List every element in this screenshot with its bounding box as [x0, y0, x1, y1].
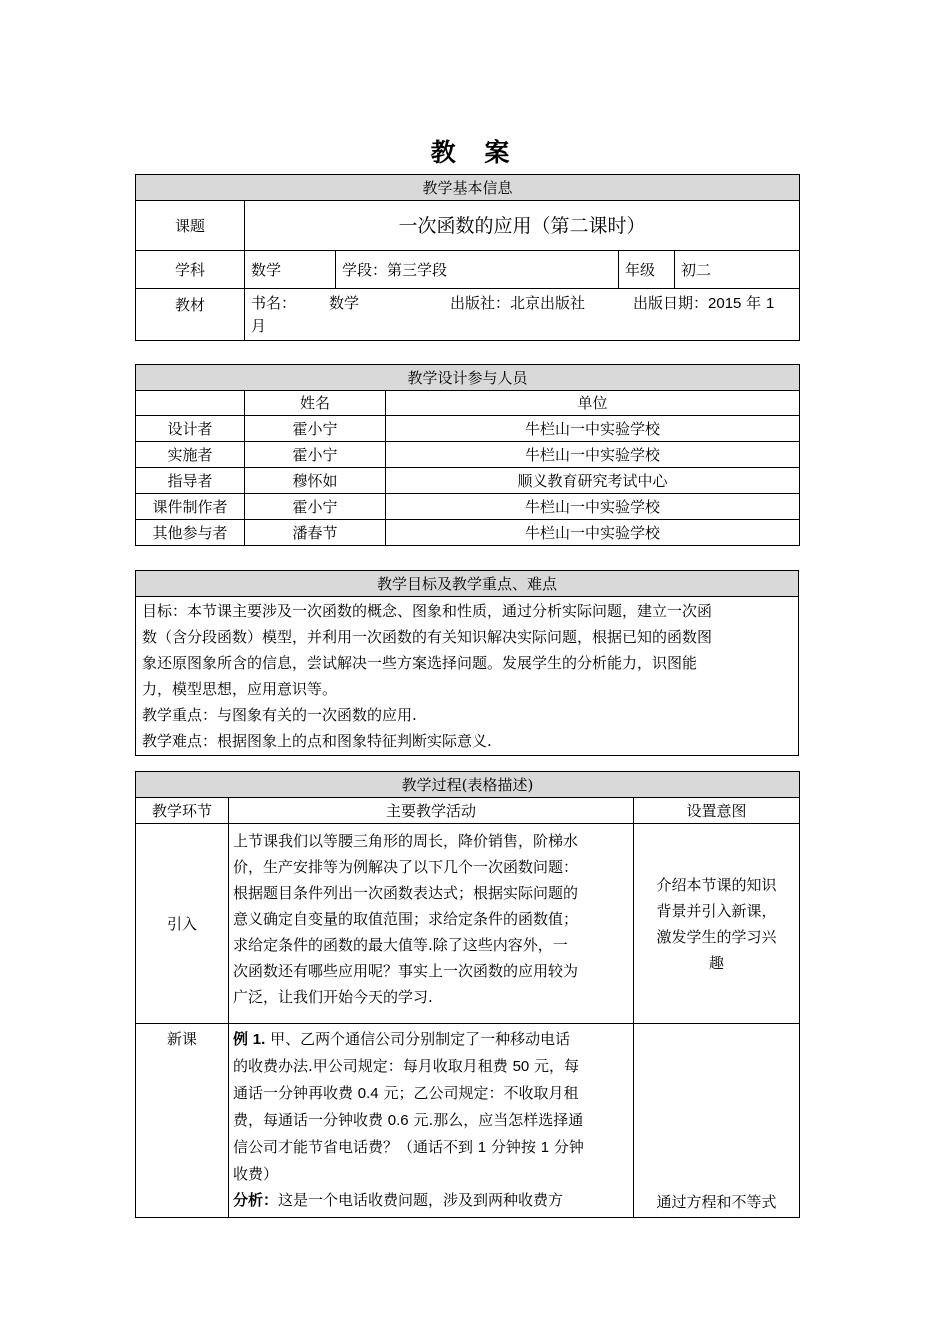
book-name: 数学	[329, 294, 360, 312]
goal-line: 数（含分段函数）模型，并利用一次函数的有关知识解决实际问题，根据已知的函数图	[142, 628, 713, 646]
staff-role: 指导者	[136, 468, 245, 494]
table-row	[136, 494, 800, 520]
intro-line: 上节课我们以等腰三角形的周长，降价销售，阶梯水	[233, 832, 579, 850]
pub-date: 出版日期：2015 年 1	[633, 294, 775, 312]
new-intent: 通过方程和不等式	[634, 1024, 800, 1218]
pub-date-month-unit: 月	[251, 317, 267, 335]
staff-role: 其他参与者	[136, 520, 245, 546]
staff-unit: 牛栏山一中实验学校	[386, 494, 800, 520]
new-stage: 新课	[136, 1024, 229, 1218]
intro-intent: 介绍本节课的知识 背景并引入新课， 激发学生的学习兴 趣	[634, 824, 800, 1024]
staff-corner	[136, 391, 245, 416]
staff-unit: 顺义教育研究考试中心	[386, 468, 800, 494]
staff-unit: 牛栏山一中实验学校	[386, 442, 800, 468]
basic-info-table	[135, 174, 800, 341]
intro-line: 次函数还有哪些应用呢？事实上一次函数的应用较为	[233, 962, 579, 980]
grade-value: 初二	[675, 251, 800, 289]
example-line: 收费）	[233, 1165, 279, 1183]
table-row	[136, 520, 800, 546]
example-line: 的收费办法.甲公司规定：每月收取月租费 50 元，每	[233, 1057, 580, 1075]
process-table	[135, 771, 800, 1218]
example-line: 例 1. 甲、乙两个通信公司分别制定了一种移动电话	[233, 1030, 571, 1048]
key-point: 教学重点：与图象有关的一次函数的应用.	[142, 706, 417, 724]
topic-value: 一次函数的应用（第二课时）	[245, 201, 800, 251]
stage-value: 学段：第三学段	[336, 251, 619, 289]
table-row	[136, 416, 800, 442]
topic-label: 课题	[136, 201, 245, 251]
table-row	[136, 442, 800, 468]
intro-stage: 引入	[136, 824, 229, 1024]
subject-label: 学科	[136, 251, 245, 289]
analysis-line: 分析：这是一个电话收费问题，涉及到两种收费方	[233, 1191, 564, 1209]
staff-name: 霍小宁	[245, 442, 386, 468]
textbook-label: 教材	[136, 289, 245, 341]
example-line: 通话一分钟再收费 0.4 元；乙公司规定：不收取月租	[233, 1084, 579, 1102]
document-title: 教 案	[430, 138, 520, 167]
goal-line: 象还原图象所含的信息，尝试解决一些方案选择问题。发展学生的分析能力，识图能	[142, 654, 698, 672]
goal-line: 力，模型思想，应用意识等。	[142, 680, 338, 698]
staff-role: 实施者	[136, 442, 245, 468]
staff-col-unit: 单位	[386, 391, 800, 416]
grade-label: 年级	[619, 251, 675, 289]
intro-line: 根据题目条件列出一次函数表达式；根据实际问题的	[233, 884, 579, 902]
goals-table	[135, 570, 799, 756]
subject-value: 数学	[245, 251, 336, 289]
staff-name: 霍小宁	[245, 494, 386, 520]
example-line: 信公司才能节省电话费？（通话不到 1 分钟按 1 分钟	[233, 1138, 584, 1156]
staff-unit: 牛栏山一中实验学校	[386, 416, 800, 442]
goals-content	[136, 597, 799, 756]
staff-role: 课件制作者	[136, 494, 245, 520]
staff-unit: 牛栏山一中实验学校	[386, 520, 800, 546]
intro-line: 广泛，让我们开始今天的学习.	[233, 988, 433, 1006]
process-header: 教学过程(表格描述)	[136, 772, 800, 798]
staff-name: 潘春节	[245, 520, 386, 546]
goals-header: 教学目标及教学重点、难点	[136, 571, 799, 597]
basic-info-header: 教学基本信息	[136, 175, 800, 201]
intro-line: 意义确定自变量的取值范围；求给定条件的函数值；	[233, 910, 579, 928]
staff-name: 霍小宁	[245, 416, 386, 442]
goal-line: 目标：本节课主要涉及一次函数的概念、图象和性质，通过分析实际问题，建立一次函	[142, 602, 713, 620]
staff-name: 穆怀如	[245, 468, 386, 494]
book-name-label: 书名：	[251, 294, 297, 312]
process-col-intent: 设置意图	[634, 798, 800, 824]
staff-header: 教学设计参与人员	[136, 365, 800, 391]
staff-role: 设计者	[136, 416, 245, 442]
process-col-activity: 主要教学活动	[229, 798, 634, 824]
intro-line: 求给定条件的函数的最大值等.除了这些内容外，一	[233, 936, 568, 954]
staff-table	[135, 364, 800, 546]
new-activity	[229, 1024, 634, 1218]
textbook-value	[245, 289, 800, 341]
example-line: 费，每通话一分钟收费 0.6 元.那么，应当怎样选择通	[233, 1111, 584, 1129]
difficult-point: 教学难点：根据图象上的点和图象特征判断实际意义.	[142, 732, 492, 750]
intro-activity	[229, 824, 634, 1024]
publisher: 出版社：北京出版社	[450, 294, 586, 312]
staff-col-name: 姓名	[245, 391, 386, 416]
process-col-stage: 教学环节	[136, 798, 229, 824]
table-row	[136, 468, 800, 494]
intro-line: 价，生产安排等为例解决了以下几个一次函数问题：	[233, 858, 579, 876]
